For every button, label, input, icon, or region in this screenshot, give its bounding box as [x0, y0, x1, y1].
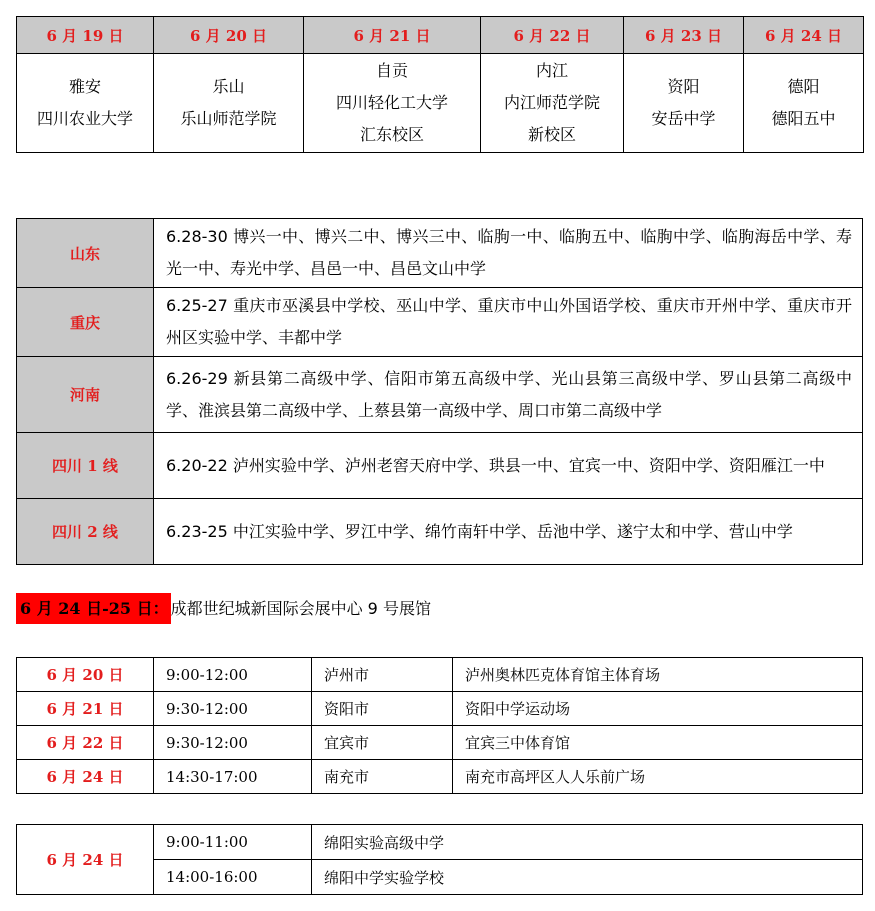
date-header-row [17, 17, 864, 54]
schools-text: 6.28-30 博兴一中、博兴二中、博兴三中、临朐一中、临朐五中、临朐中学、临朐海岳中学、寿光一中、寿光中学、昌邑一中、昌邑文山中学 [154, 219, 863, 288]
venue-cell [744, 54, 864, 153]
mianyang-venue: 绵阳中学实验学校 [312, 860, 863, 895]
region-label: 山东 [17, 219, 154, 288]
session-venue: 南充市高坪区人人乐前广场 [453, 760, 863, 794]
mianyang-venue: 绵阳实验高级中学 [312, 825, 863, 860]
province-row [17, 219, 863, 288]
session-date: 6 月 24 日 [17, 760, 154, 794]
session-date: 6 月 21 日 [17, 692, 154, 726]
province-row [17, 499, 863, 565]
venue-city: 德阳 [787, 77, 820, 96]
city-schedule-table [16, 16, 864, 153]
schools-text: 6.26-29 新县第二高级中学、信阳市第五高级中学、光山县第三高级中学、罗山县第二高级中学、淮滨县第二高级中学、上蔡县第一高级中学、周口市第二高级中学 [154, 357, 863, 433]
session-city: 宜宾市 [312, 726, 453, 760]
venue-city: 内江 [535, 61, 568, 80]
venue-cell [304, 54, 481, 153]
date-cell: 6 月 22 日 [481, 17, 624, 54]
region-label: 重庆 [17, 288, 154, 357]
province-row [17, 288, 863, 357]
session-table [16, 657, 863, 794]
province-routes-table [16, 218, 863, 565]
exhibition-line [16, 592, 431, 626]
venue-cell [481, 54, 624, 153]
province-row [17, 357, 863, 433]
venue-row [17, 54, 864, 153]
venue-campus: 汇东校区 [359, 125, 424, 144]
venue-school: 四川农业大学 [36, 109, 133, 128]
venue-school: 四川轻化工大学 [335, 93, 448, 112]
venue-cell [624, 54, 744, 153]
session-time: 9:00-12:00 [154, 658, 312, 692]
venue-city: 资阳 [667, 77, 700, 96]
mianyang-date: 6 月 24 日 [17, 825, 154, 895]
mianyang-time: 9:00-11:00 [154, 825, 312, 860]
session-row [17, 726, 863, 760]
mianyang-table [16, 824, 863, 895]
session-venue: 泸州奥林匹克体育馆主体育场 [453, 658, 863, 692]
schools-text: 6.20-22 泸州实验中学、泸州老窖天府中学、珙县一中、宜宾一中、资阳中学、资阳雁江一中 [154, 433, 863, 499]
session-time: 14:30-17:00 [154, 760, 312, 794]
exhibition-venue: 成都世纪城新国际会展中心 9 号展馆 [170, 599, 431, 618]
session-row [17, 658, 863, 692]
session-date: 6 月 22 日 [17, 726, 154, 760]
date-cell: 6 月 24 日 [744, 17, 864, 54]
session-row [17, 692, 863, 726]
schools-text: 6.23-25 中江实验中学、罗江中学、绵竹南轩中学、岳池中学、遂宁太和中学、营山中学 [154, 499, 863, 565]
date-cell: 6 月 21 日 [304, 17, 481, 54]
mianyang-time: 14:00-16:00 [154, 860, 312, 895]
session-city: 南充市 [312, 760, 453, 794]
exhibition-date: 6 月 24 日-25 日： [16, 593, 171, 624]
schools-text: 6.25-27 重庆市巫溪县中学校、巫山中学、重庆市中山外国语学校、重庆市开州中学、重庆市开州区实验中学、丰都中学 [154, 288, 863, 357]
region-label: 河南 [17, 357, 154, 433]
date-cell: 6 月 19 日 [17, 17, 154, 54]
date-cell: 6 月 23 日 [624, 17, 744, 54]
venue-school: 乐山师范学院 [180, 109, 277, 128]
venue-school: 德阳五中 [771, 109, 836, 128]
venue-campus: 新校区 [527, 125, 576, 144]
session-city: 泸州市 [312, 658, 453, 692]
session-venue: 资阳中学运动场 [453, 692, 863, 726]
session-time: 9:30-12:00 [154, 726, 312, 760]
session-city: 资阳市 [312, 692, 453, 726]
venue-school: 内江师范学院 [503, 93, 600, 112]
session-date: 6 月 20 日 [17, 658, 154, 692]
province-row [17, 433, 863, 499]
venue-cell [154, 54, 304, 153]
venue-city: 乐山 [212, 77, 245, 96]
venue-cell [17, 54, 154, 153]
venue-school: 安岳中学 [651, 109, 716, 128]
venue-city: 自贡 [375, 61, 408, 80]
session-time: 9:30-12:00 [154, 692, 312, 726]
region-label: 四川 2 线 [17, 499, 154, 565]
venue-city: 雅安 [68, 77, 101, 96]
date-cell: 6 月 20 日 [154, 17, 304, 54]
session-row [17, 760, 863, 794]
region-label: 四川 1 线 [17, 433, 154, 499]
session-venue: 宜宾三中体育馆 [453, 726, 863, 760]
mianyang-row [17, 825, 863, 860]
